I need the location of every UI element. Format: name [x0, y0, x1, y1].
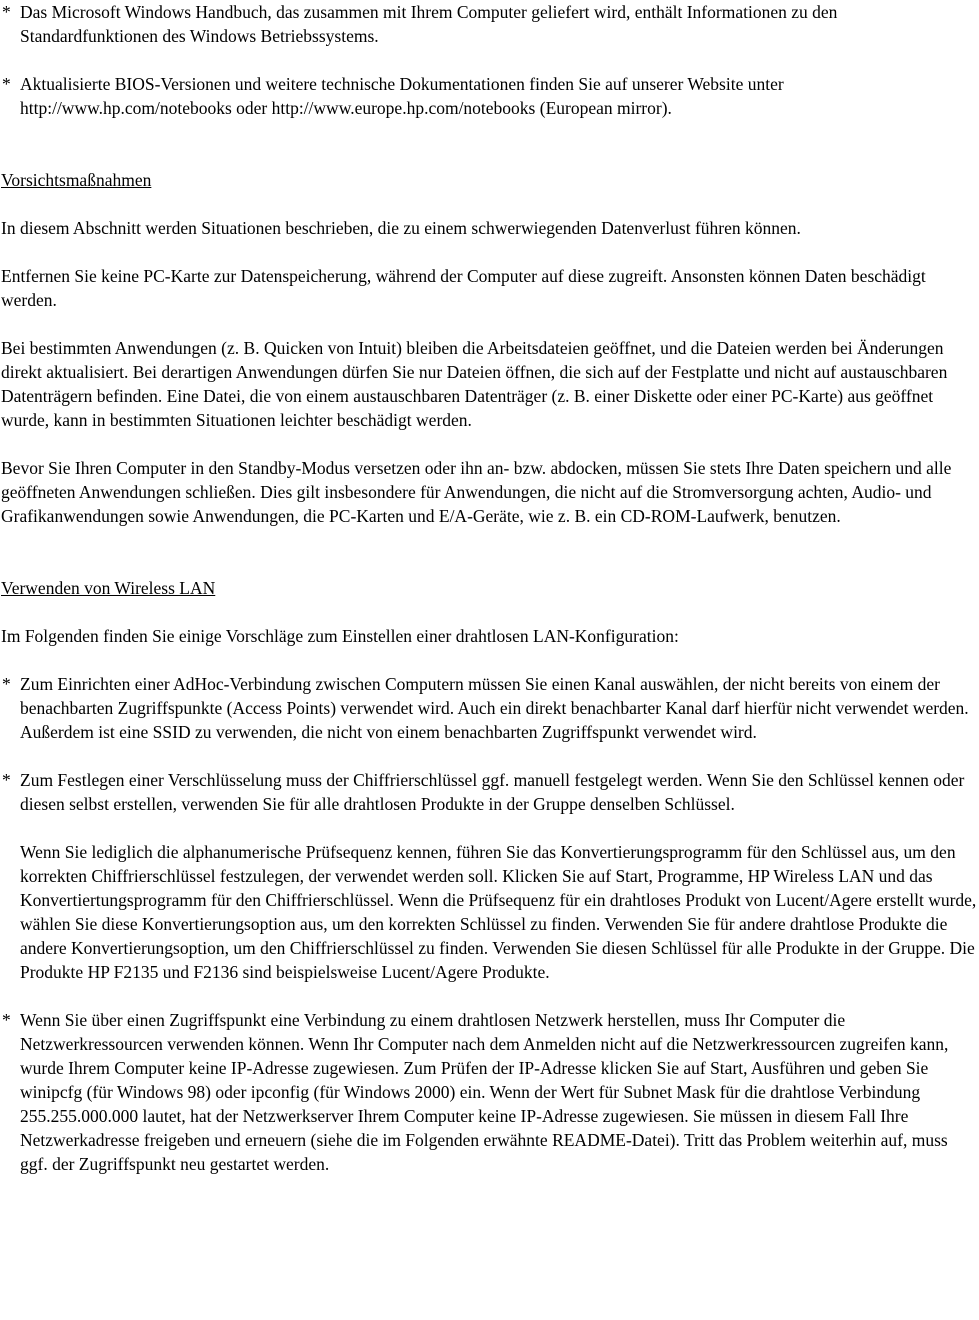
- list-item: [1, 1008, 979, 1176]
- paragraph: Entfernen Sie keine PC-Karte zur Datenspeicherung, während der Computer auf diese zugreift. Ansonsten können Daten beschädigt werden.: [1, 266, 926, 310]
- bullet-marker: *: [2, 674, 11, 694]
- paragraph: Bei bestimmten Anwendungen (z. B. Quicken von Intuit) bleiben die Arbeitsdateien geöffnet, und die Dateien werden bei Änderungen direkt aktualisiert. Bei derartigen Anwendungen dürfen Sie nur Dateien öffnen, die sich auf der Festplatte und nicht auf austauschbaren Datenträgern befinden. Eine Datei, die von einem austauschbaren Datenträger (z. B. einer Diskette oder einer PC-Karte) aus geöffnet wurde, kann in bestimmten Situationen leichter beschädigt werden.: [1, 338, 948, 430]
- paragraph: In diesem Abschnitt werden Situationen beschrieben, die zu einem schwerwiegenden Datenverlust führen können.: [1, 218, 801, 238]
- bullet-marker: *: [2, 770, 11, 790]
- list-item: [1, 672, 979, 744]
- list-item: [1, 72, 979, 120]
- section-heading-wireless-lan: Verwenden von Wireless LAN: [1, 578, 216, 598]
- bullet-text: Zum Festlegen einer Verschlüsselung muss der Chiffrierschlüssel ggf. manuell festgelegt werden. Wenn Sie den Schlüssel kennen oder diesen selbst erstellen, verwenden Sie für alle drahtlosen Produkte in der Gruppe denselben Schlüssel.: [20, 770, 965, 814]
- bullet-marker: *: [2, 2, 11, 22]
- section-heading-precautions: Vorsichtsmaßnahmen: [1, 170, 152, 190]
- paragraph: Im Folgenden finden Sie einige Vorschläge zum Einstellen einer drahtlosen LAN-Konfiguration:: [1, 626, 679, 646]
- list-item: [1, 768, 979, 984]
- bullet-continuation: Wenn Sie lediglich die alphanumerische Prüfsequenz kennen, führen Sie das Konvertierungsprogramm für den Schlüssel aus, um den korrekten Chiffrierschlüssel festzulegen, der verwendet werden soll. Klicken Sie auf Start, Programme, HP Wireless LAN und das Konvertiertungsprogramm für den Chiffrierschlüssel. Wenn die Prüfsequenz für ein drahtloses Produkt von Lucent/Agere erstellt wurde, wählen Sie diese Konvertierungsoption aus, um den korrekten Schlüssel zu finden. Verwenden Sie für andere drahtlose Produkte die andere Konvertierungsoption, um den Chiffrierschlüssel zu finden. Verwenden Sie diesen Schlüssel für alle Produkte in der Gruppe. Die Produkte HP F2135 und F2136 sind beispielsweise Lucent/Agere Produkte.: [20, 842, 977, 982]
- bullet-text: Das Microsoft Windows Handbuch, das zusammen mit Ihrem Computer geliefert wird, enthält Informationen zu den Standardfunktionen des Windows Betriebssystems.: [20, 2, 838, 46]
- list-item: [1, 0, 979, 48]
- paragraph: Bevor Sie Ihren Computer in den Standby-Modus versetzen oder ihn an- bzw. abdocken, müssen Sie stets Ihre Daten speichern und alle geöffneten Anwendungen schließen. Dies gilt insbesondere für Anwendungen, die nicht auf die Stromversorgung achten, Audio- und Grafikanwendungen sowie Anwendungen, die PC-Karten und E/A-Geräte, wie z. B. ein CD-ROM-Laufwerk, benutzen.: [1, 458, 952, 526]
- bullet-marker: *: [2, 74, 11, 94]
- bullet-text: Zum Einrichten einer AdHoc-Verbindung zwischen Computern müssen Sie einen Kanal auswählen, der nicht bereits von einem der benachbarten Zugriffspunkte (Access Points) verwendet wird. Auch ein direkt benachbarter Kanal darf hierfür nicht verwendet werden. Außerdem ist eine SSID zu verwenden, die nicht von einem benachbarten Zugriffspunkt verwendet wird.: [20, 674, 969, 742]
- bullet-text: Wenn Sie über einen Zugriffspunkt eine Verbindung zu einem drahtlosen Netzwerk herstellen, muss Ihr Computer die Netzwerkressourcen verwenden können. Wenn Ihr Computer nach dem Anmelden nicht auf die Netzwerkressourcen zugreifen kann, wurde Ihrem Computer keine IP-Adresse zugewiesen. Zum Prüfen der IP-Adresse klicken Sie auf Start, Ausführen und geben Sie winipcfg (für Windows 98) oder ipconfig (für Windows 2000) ein. Wenn der Wert für Subnet Mask für die drahtlose Verbindung 255.255.000.000 lautet, hat der Netzwerkserver Ihrem Computer keine IP-Adresse zugewiesen. Sie müssen in diesem Fall Ihre Netzwerkadresse freigeben und erneuern (siehe die im Folgenden erwähnte README-Datei). Tritt das Problem weiterhin auf, muss ggf. der Zugriffspunkt neu gestartet werden.: [20, 1010, 949, 1174]
- bullet-marker: *: [2, 1010, 11, 1030]
- bullet-text: Aktualisierte BIOS-Versionen und weitere technische Dokumentationen finden Sie auf unserer Website unter http://www.hp.com/notebooks oder http://www.europe.hp.com/notebooks (European mirror).: [20, 74, 784, 118]
